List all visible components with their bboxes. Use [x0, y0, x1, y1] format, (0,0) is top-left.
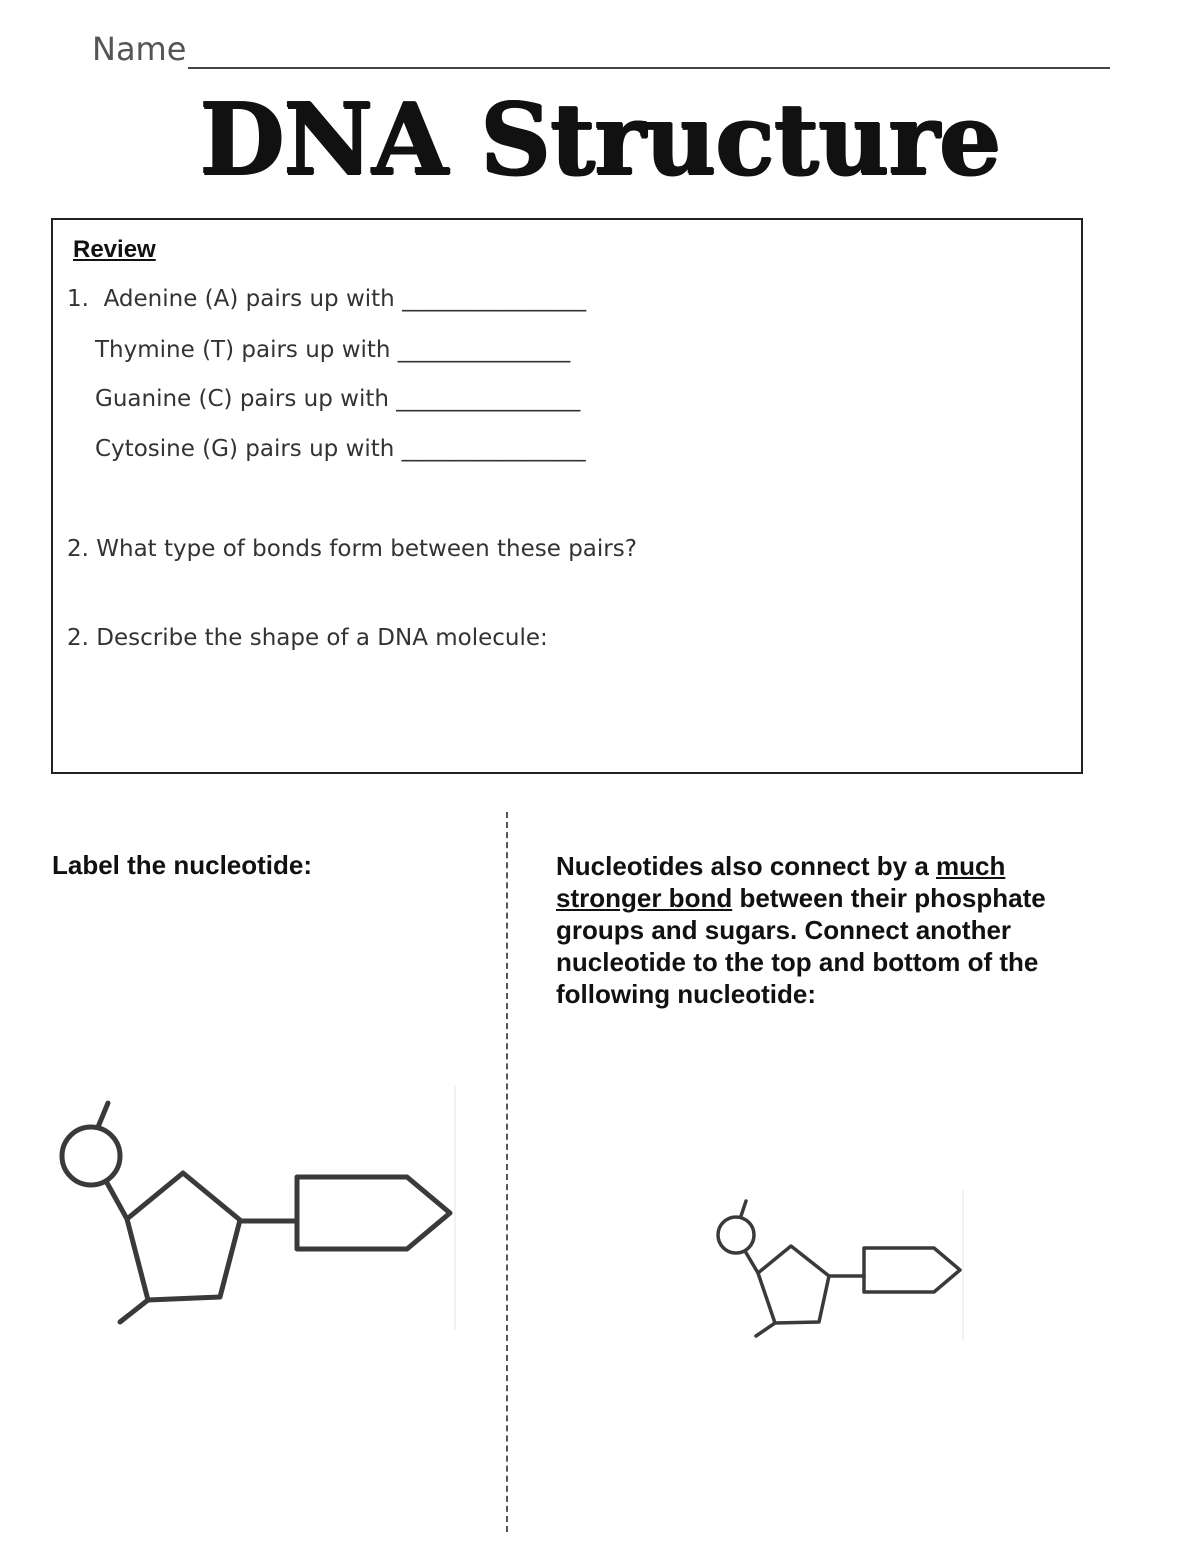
small-sugar-pentagon	[758, 1246, 829, 1323]
pair-question-cytosine: Cytosine (G) pairs up with ________________	[95, 436, 586, 462]
small-phosphate-circle	[718, 1217, 754, 1253]
sugar-bottom-bond	[120, 1300, 148, 1322]
small-base-pentagon	[864, 1248, 960, 1292]
much-stronger-bond-emphasis: much stronger bond	[556, 851, 1006, 913]
name-input-line[interactable]	[188, 67, 1110, 69]
nucleotide-diagram-small	[712, 1195, 972, 1345]
pair-question-adenine: 1. Adenine (A) pairs up with ________________	[67, 286, 587, 312]
small-phosphate-top-bond	[741, 1201, 746, 1216]
name-label: Name	[92, 30, 187, 68]
pair-question-guanine: Guanine (C) pairs up with ________________	[95, 386, 581, 412]
review-box	[51, 218, 1083, 774]
phosphate-sugar-bond	[106, 1181, 127, 1219]
base-pentagon	[297, 1177, 450, 1249]
name-row	[92, 30, 1110, 72]
bonds-question: 2. What type of bonds form between these pairs?	[67, 536, 637, 562]
review-heading: Review	[73, 236, 156, 263]
sugar-pentagon	[127, 1173, 240, 1300]
connect-instructions: Nucleotides also connect by a much stronger bond between their phosphate groups and sugars. Connect another nucleotide to the top and bottom of the following nucleotide:	[556, 851, 1046, 1009]
label-nucleotide-heading: Label the nucleotide:	[52, 850, 313, 880]
pair-question-thymine: Thymine (T) pairs up with _______________	[95, 337, 571, 363]
phosphate-top-bond	[98, 1103, 108, 1127]
shape-question: 2. Describe the shape of a DNA molecule:	[67, 625, 548, 651]
nucleotide-diagram-large	[55, 1095, 465, 1335]
page-title: DNA Structure	[199, 82, 1001, 197]
small-sugar-bottom-bond	[756, 1323, 775, 1336]
phosphate-circle	[62, 1127, 120, 1185]
column-divider	[506, 812, 508, 1532]
small-phosphate-sugar-bond	[745, 1251, 758, 1273]
